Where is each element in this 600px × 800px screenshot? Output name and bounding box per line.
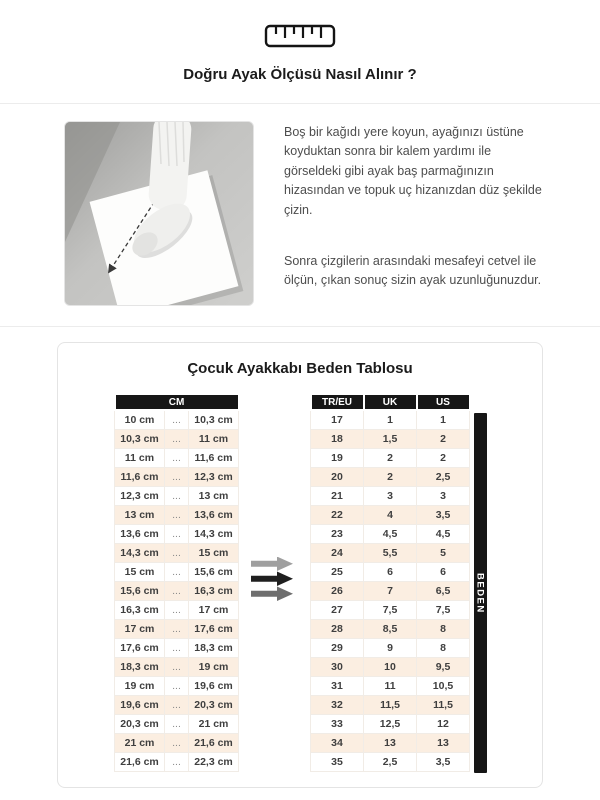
size-table-row bbox=[311, 619, 470, 638]
size-value-cell: 9 bbox=[364, 638, 417, 657]
size-table-row bbox=[311, 657, 470, 676]
size-table-header-treu: TR/EU bbox=[311, 394, 364, 410]
cm-value-cell: 16,3 cm bbox=[189, 581, 239, 600]
size-value-cell: 11,5 bbox=[364, 695, 417, 714]
cm-separator-cell: ... bbox=[165, 429, 189, 448]
cm-table-row bbox=[115, 581, 239, 600]
cm-value-cell: 10,3 cm bbox=[115, 429, 165, 448]
size-value-cell: 13 bbox=[364, 733, 417, 752]
cm-value-cell: 11,6 cm bbox=[189, 448, 239, 467]
size-value-cell: 11,5 bbox=[417, 695, 470, 714]
size-value-cell: 4 bbox=[364, 505, 417, 524]
instructions bbox=[284, 121, 542, 291]
size-value-cell: 5 bbox=[417, 543, 470, 562]
page-title: Doğru Ayak Ölçüsü Nasıl Alınır ? bbox=[183, 66, 417, 83]
cm-value-cell: 11,6 cm bbox=[115, 467, 165, 486]
cm-separator-cell: ... bbox=[165, 581, 189, 600]
size-value-cell: 3,5 bbox=[417, 505, 470, 524]
size-value-cell: 18 bbox=[311, 429, 364, 448]
instruction-paragraph-1: Boş bir kağıdı yere koyun, ayağınızı üstüne koyduktan sonra bir kalem yardımı ile görseldeki gibi ayak baş parmağınızın hizasından ve topuk uç hizanızdan düz şekilde çizin. bbox=[284, 125, 542, 217]
size-value-cell: 7,5 bbox=[417, 600, 470, 619]
size-table-row bbox=[311, 486, 470, 505]
size-value-cell: 5,5 bbox=[364, 543, 417, 562]
size-value-cell: 31 bbox=[311, 676, 364, 695]
size-value-cell: 19 bbox=[311, 448, 364, 467]
size-table-row bbox=[311, 543, 470, 562]
size-value-cell: 13 bbox=[417, 733, 470, 752]
cm-table-row bbox=[115, 619, 239, 638]
size-chart-title: Çocuk Ayakkabı Beden Tablosu bbox=[187, 360, 413, 377]
instruction-paragraph-2: Sonra çizgilerin arasındaki mesafeyi cetvel ile ölçün, çıkan sonuç sizin ayak uzunluğunuzdur. bbox=[284, 253, 542, 288]
size-value-cell: 25 bbox=[311, 562, 364, 581]
cm-value-cell: 19 cm bbox=[189, 657, 239, 676]
cm-table-row bbox=[115, 505, 239, 524]
size-table-row bbox=[311, 562, 470, 581]
size-table-row bbox=[311, 600, 470, 619]
cm-value-cell: 18,3 cm bbox=[189, 638, 239, 657]
cm-separator-cell: ... bbox=[165, 600, 189, 619]
cm-table-row bbox=[115, 695, 239, 714]
cm-value-cell: 18,3 cm bbox=[115, 657, 165, 676]
size-value-cell: 1,5 bbox=[364, 429, 417, 448]
size-value-cell: 2 bbox=[417, 448, 470, 467]
size-table-group bbox=[310, 393, 487, 773]
cm-table-row bbox=[115, 448, 239, 467]
size-table-row bbox=[311, 448, 470, 467]
size-table bbox=[310, 393, 471, 772]
size-chart-section bbox=[57, 342, 543, 788]
cm-separator-cell: ... bbox=[165, 467, 189, 486]
cm-separator-cell: ... bbox=[165, 752, 189, 771]
cm-separator-cell: ... bbox=[165, 619, 189, 638]
size-value-cell: 2,5 bbox=[417, 467, 470, 486]
size-chart-tables bbox=[58, 393, 542, 773]
cm-separator-cell: ... bbox=[165, 733, 189, 752]
size-value-cell: 3 bbox=[417, 486, 470, 505]
size-table-row bbox=[311, 695, 470, 714]
cm-value-cell: 13 cm bbox=[189, 486, 239, 505]
size-value-cell: 2,5 bbox=[364, 752, 417, 771]
cm-separator-cell: ... bbox=[165, 714, 189, 733]
cm-table-row bbox=[115, 467, 239, 486]
cm-value-cell: 19,6 cm bbox=[115, 695, 165, 714]
size-value-cell: 26 bbox=[311, 581, 364, 600]
size-table-row bbox=[311, 429, 470, 448]
size-value-cell: 4,5 bbox=[364, 524, 417, 543]
cm-value-cell: 10 cm bbox=[115, 410, 165, 429]
size-value-cell: 3,5 bbox=[417, 752, 470, 771]
cm-table bbox=[114, 393, 240, 772]
size-table-body bbox=[311, 410, 470, 771]
size-table-row bbox=[311, 638, 470, 657]
cm-value-cell: 13,6 cm bbox=[189, 505, 239, 524]
cm-value-cell: 15 cm bbox=[189, 543, 239, 562]
cm-value-cell: 19,6 cm bbox=[189, 676, 239, 695]
cm-table-row bbox=[115, 543, 239, 562]
size-value-cell: 6,5 bbox=[417, 581, 470, 600]
intro-section bbox=[0, 104, 600, 326]
cm-table-row bbox=[115, 524, 239, 543]
size-value-cell: 1 bbox=[417, 410, 470, 429]
cm-value-cell: 10,3 cm bbox=[189, 410, 239, 429]
cm-separator-cell: ... bbox=[165, 543, 189, 562]
cm-value-cell: 20,3 cm bbox=[189, 695, 239, 714]
size-table-row bbox=[311, 467, 470, 486]
size-value-cell: 8 bbox=[417, 619, 470, 638]
size-table-row bbox=[311, 410, 470, 429]
size-value-cell: 27 bbox=[311, 600, 364, 619]
size-value-cell: 7 bbox=[364, 581, 417, 600]
size-value-cell: 6 bbox=[364, 562, 417, 581]
size-value-cell: 12,5 bbox=[364, 714, 417, 733]
cm-value-cell: 17 cm bbox=[189, 600, 239, 619]
cm-value-cell: 12,3 cm bbox=[189, 467, 239, 486]
cm-value-cell: 21,6 cm bbox=[115, 752, 165, 771]
cm-separator-cell: ... bbox=[165, 638, 189, 657]
cm-value-cell: 11 cm bbox=[189, 429, 239, 448]
size-value-cell: 12 bbox=[417, 714, 470, 733]
size-value-cell: 22 bbox=[311, 505, 364, 524]
size-value-cell: 6 bbox=[417, 562, 470, 581]
cm-separator-cell: ... bbox=[165, 695, 189, 714]
divider-middle bbox=[0, 326, 600, 327]
cm-value-cell: 15,6 cm bbox=[189, 562, 239, 581]
size-value-cell: 10 bbox=[364, 657, 417, 676]
cm-value-cell: 16,3 cm bbox=[115, 600, 165, 619]
size-value-cell: 2 bbox=[364, 448, 417, 467]
size-table-row bbox=[311, 676, 470, 695]
size-value-cell: 8,5 bbox=[364, 619, 417, 638]
cm-value-cell: 22,3 cm bbox=[189, 752, 239, 771]
cm-value-cell: 14,3 cm bbox=[189, 524, 239, 543]
cm-separator-cell: ... bbox=[165, 410, 189, 429]
size-value-cell: 33 bbox=[311, 714, 364, 733]
size-value-cell: 28 bbox=[311, 619, 364, 638]
cm-separator-cell: ... bbox=[165, 676, 189, 695]
size-value-cell: 2 bbox=[417, 429, 470, 448]
size-value-cell: 1 bbox=[364, 410, 417, 429]
cm-separator-cell: ... bbox=[165, 524, 189, 543]
cm-value-cell: 17,6 cm bbox=[115, 638, 165, 657]
cm-value-cell: 21 cm bbox=[115, 733, 165, 752]
size-value-cell: 2 bbox=[364, 467, 417, 486]
cm-value-cell: 15,6 cm bbox=[115, 581, 165, 600]
cm-value-cell: 17,6 cm bbox=[189, 619, 239, 638]
cm-value-cell: 11 cm bbox=[115, 448, 165, 467]
cm-table-row bbox=[115, 429, 239, 448]
size-value-cell: 21 bbox=[311, 486, 364, 505]
cm-table-row bbox=[115, 714, 239, 733]
size-table-row bbox=[311, 524, 470, 543]
foot-measure-photo bbox=[64, 121, 254, 306]
size-value-cell: 34 bbox=[311, 733, 364, 752]
size-table-row bbox=[311, 505, 470, 524]
cm-value-cell: 12,3 cm bbox=[115, 486, 165, 505]
size-value-cell: 7,5 bbox=[364, 600, 417, 619]
cm-value-cell: 15 cm bbox=[115, 562, 165, 581]
cm-separator-cell: ... bbox=[165, 448, 189, 467]
cm-table-row bbox=[115, 486, 239, 505]
size-value-cell: 17 bbox=[311, 410, 364, 429]
cm-separator-cell: ... bbox=[165, 657, 189, 676]
cm-value-cell: 19 cm bbox=[115, 676, 165, 695]
cm-table-header: CM bbox=[115, 394, 239, 410]
cm-separator-cell: ... bbox=[165, 486, 189, 505]
cm-table-row bbox=[115, 600, 239, 619]
cm-table-row bbox=[115, 657, 239, 676]
cm-value-cell: 20,3 cm bbox=[115, 714, 165, 733]
cm-table-row bbox=[115, 733, 239, 752]
size-value-cell: 3 bbox=[364, 486, 417, 505]
cm-value-cell: 21,6 cm bbox=[189, 733, 239, 752]
size-table-row bbox=[311, 714, 470, 733]
page-header bbox=[0, 0, 600, 83]
size-value-cell: 35 bbox=[311, 752, 364, 771]
cm-table-row bbox=[115, 752, 239, 771]
conversion-arrows-icon bbox=[240, 557, 310, 609]
cm-table-row bbox=[115, 562, 239, 581]
ruler-icon bbox=[0, 20, 600, 52]
size-value-cell: 24 bbox=[311, 543, 364, 562]
size-table-row bbox=[311, 733, 470, 752]
size-table-header-uk: UK bbox=[364, 394, 417, 410]
size-value-cell: 8 bbox=[417, 638, 470, 657]
size-value-cell: 9,5 bbox=[417, 657, 470, 676]
cm-value-cell: 13,6 cm bbox=[115, 524, 165, 543]
cm-table-row bbox=[115, 410, 239, 429]
size-value-cell: 10,5 bbox=[417, 676, 470, 695]
size-value-cell: 23 bbox=[311, 524, 364, 543]
cm-value-cell: 14,3 cm bbox=[115, 543, 165, 562]
size-table-header-us: US bbox=[417, 394, 470, 410]
size-value-cell: 29 bbox=[311, 638, 364, 657]
beden-bar bbox=[474, 413, 487, 773]
cm-value-cell: 21 cm bbox=[189, 714, 239, 733]
size-value-cell: 30 bbox=[311, 657, 364, 676]
cm-table-row bbox=[115, 638, 239, 657]
size-value-cell: 32 bbox=[311, 695, 364, 714]
cm-separator-cell: ... bbox=[165, 562, 189, 581]
size-value-cell: 4,5 bbox=[417, 524, 470, 543]
cm-table-row bbox=[115, 676, 239, 695]
beden-label: BEDEN bbox=[474, 572, 486, 614]
cm-separator-cell: ... bbox=[165, 505, 189, 524]
cm-table-body bbox=[115, 410, 239, 771]
size-value-cell: 20 bbox=[311, 467, 364, 486]
size-table-row bbox=[311, 581, 470, 600]
size-table-row bbox=[311, 752, 470, 771]
cm-value-cell: 17 cm bbox=[115, 619, 165, 638]
size-value-cell: 11 bbox=[364, 676, 417, 695]
cm-value-cell: 13 cm bbox=[115, 505, 165, 524]
